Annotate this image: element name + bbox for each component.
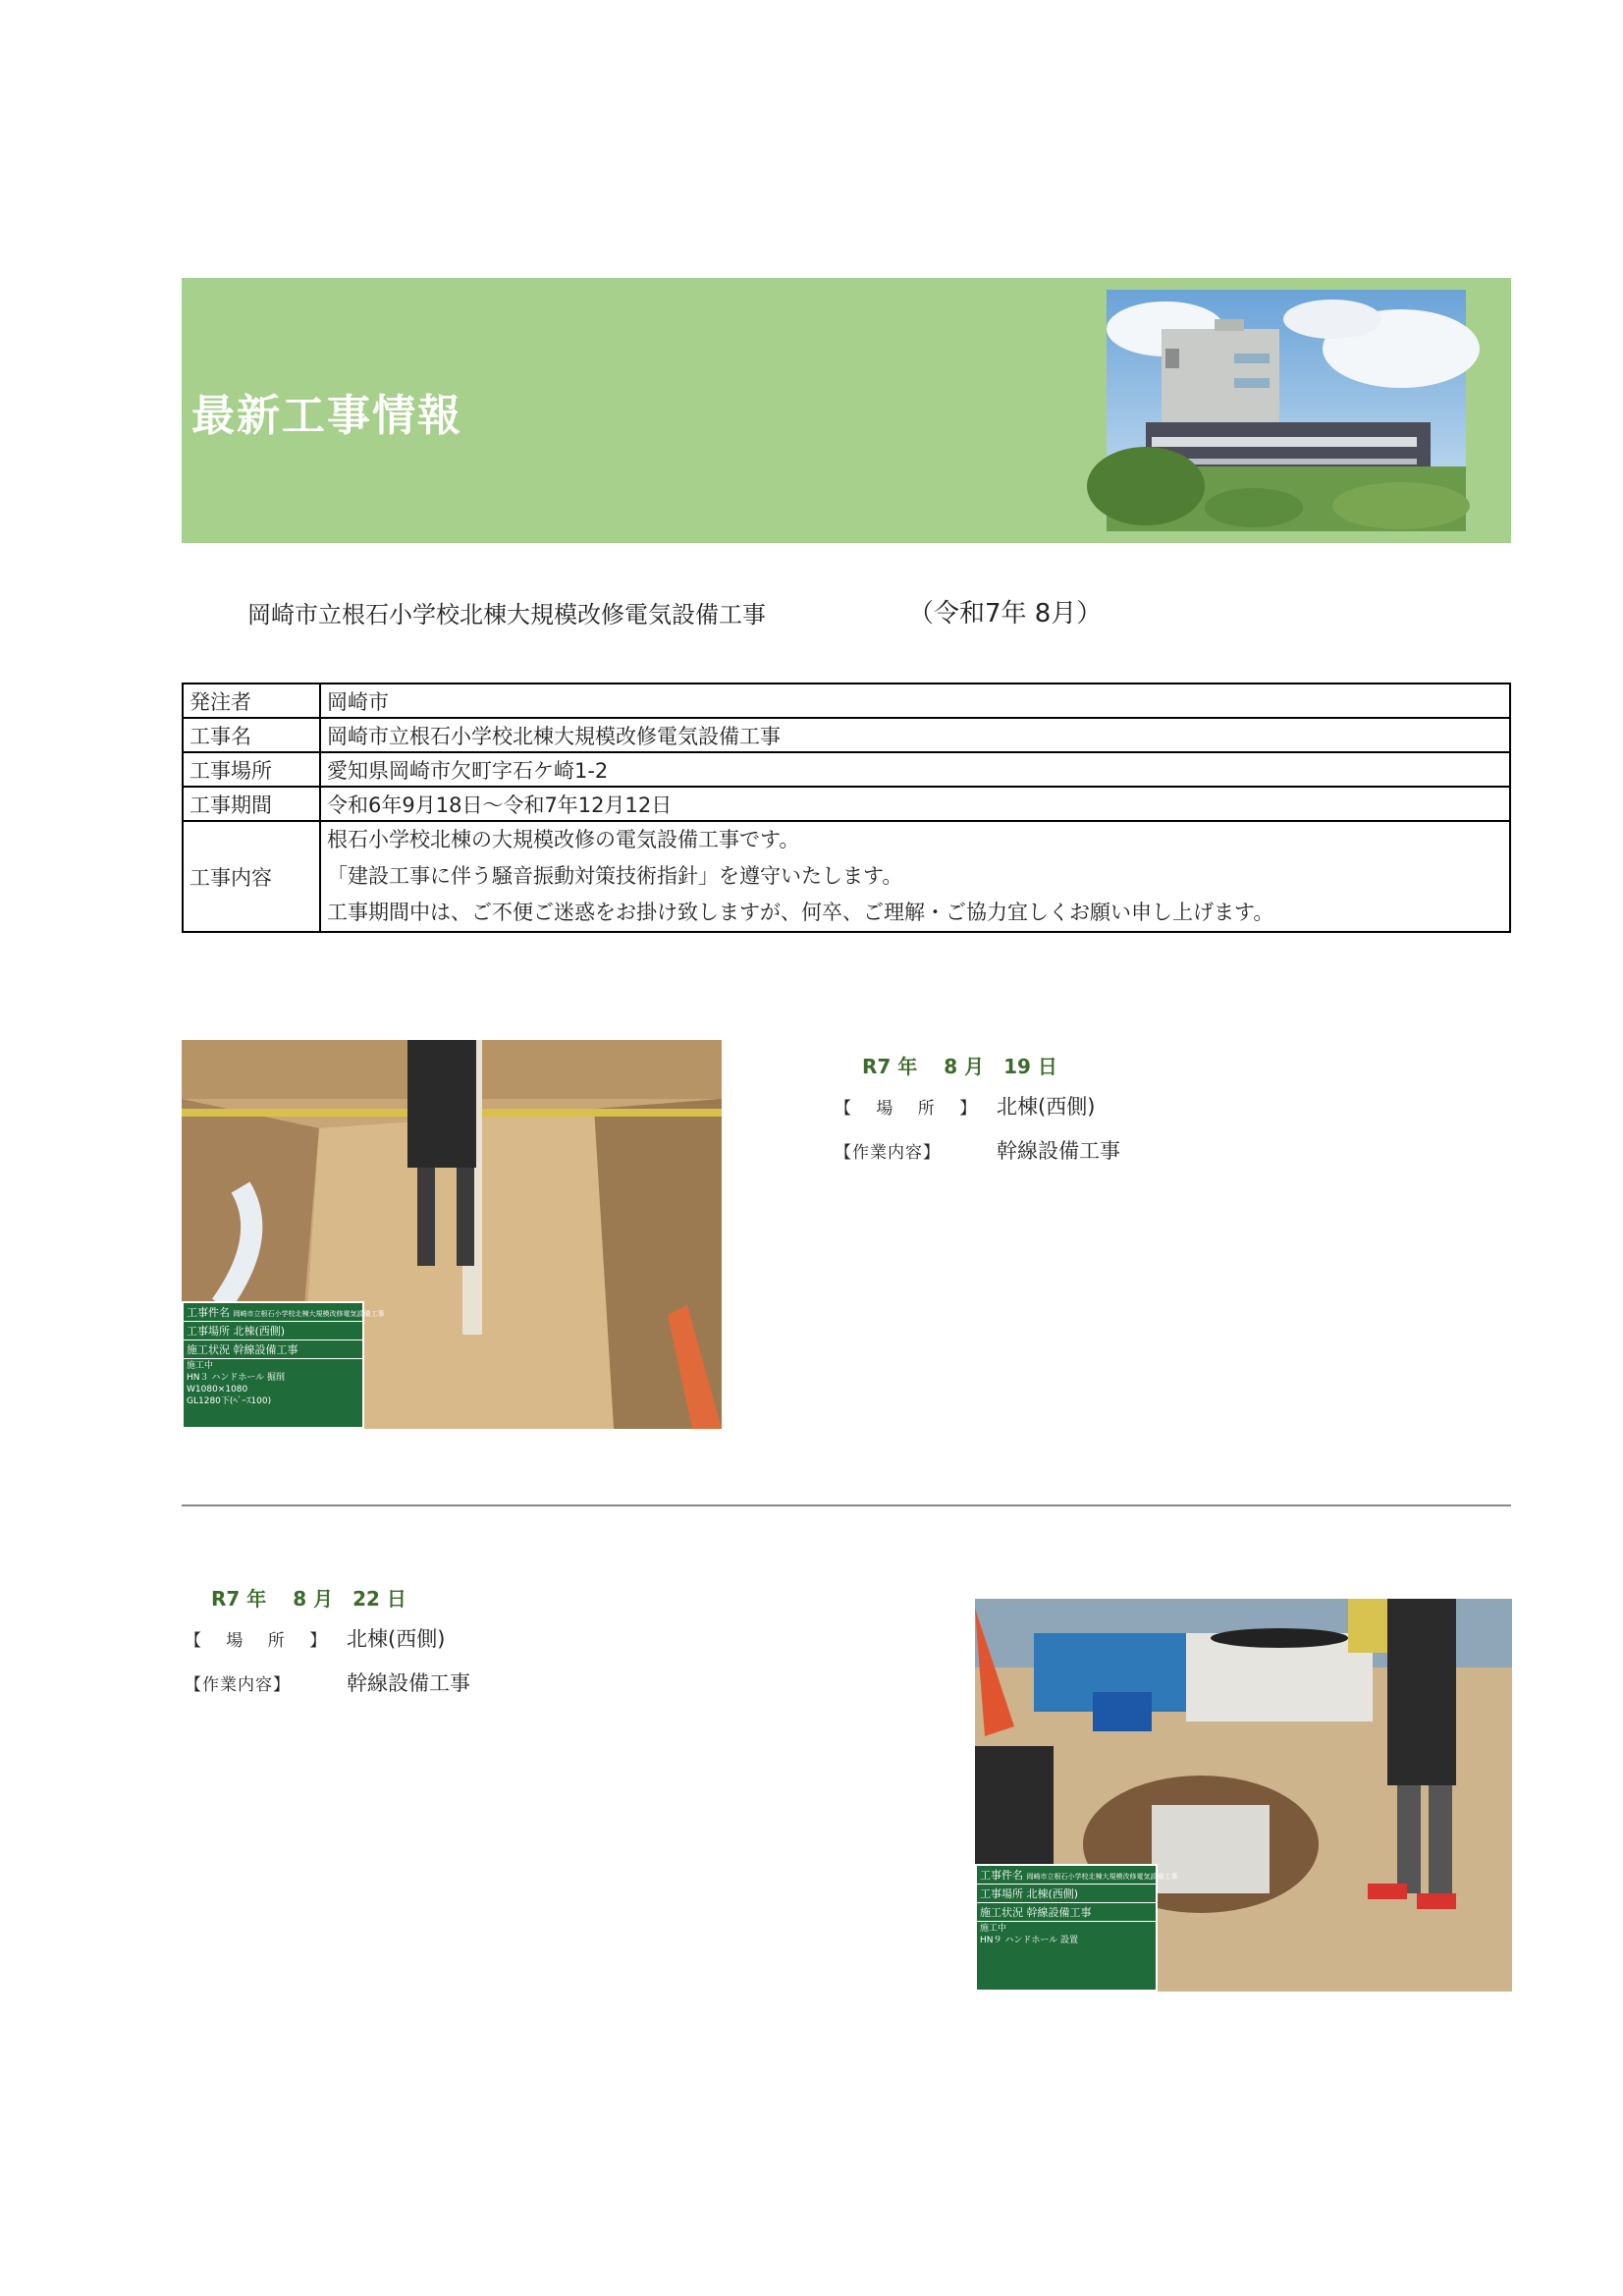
table-value: 岡崎市立根石小学校北棟大規模改修電気設備工事 <box>320 718 1510 752</box>
content-line: 「建設工事に伴う騒音振動対策技術指針」を遵守いたします。 <box>327 864 903 888</box>
project-subtitle: 岡崎市立根石小学校北棟大規模改修電気設備工事 <box>247 601 766 629</box>
table-key: 工事場所 <box>183 752 320 787</box>
work-value: 幹線設備工事 <box>997 1139 1120 1163</box>
place-label: 【 場 所 】 <box>185 1631 337 1651</box>
entry-work <box>185 1667 470 1697</box>
entry-place <box>185 1623 445 1653</box>
banner-title: 最新工事情報 <box>191 391 462 441</box>
board-value: 幹線設備工事 <box>1026 1906 1092 1919</box>
place-label: 【 場 所 】 <box>835 1099 987 1119</box>
entry-date: R7 年 8 月 22 日 <box>211 1587 406 1611</box>
entry-date: R7 年 8 月 19 日 <box>862 1055 1057 1078</box>
project-info-table <box>182 683 1511 933</box>
board-line: HN９ ハンドホール 設置 <box>980 1936 1079 1945</box>
construction-board <box>975 1864 1178 1992</box>
building-photo <box>1107 290 1466 531</box>
site-photo <box>975 1599 1512 1992</box>
board-key: 工事件名 <box>187 1306 230 1319</box>
board-key: 工事場所 <box>980 1887 1023 1900</box>
entry-place <box>835 1091 1095 1121</box>
board-line: 施工中 <box>980 1924 1007 1934</box>
table-key: 発注者 <box>183 683 320 718</box>
header-banner <box>182 278 1511 543</box>
board-value: 岡崎市立根石小学校北棟大規模改修電気設備工事 <box>233 1310 385 1318</box>
table-key: 工事名 <box>183 718 320 752</box>
board-line: HN３ ハンドホール 掘削 <box>187 1373 286 1383</box>
board-key: 施工状況 <box>980 1906 1023 1919</box>
site-photo <box>182 1040 722 1429</box>
table-row <box>183 718 1510 752</box>
work-label: 【作業内容】 <box>835 1143 941 1163</box>
board-key: 工事件名 <box>980 1869 1023 1882</box>
work-value: 幹線設備工事 <box>347 1671 470 1695</box>
construction-board <box>182 1301 385 1429</box>
entry-work <box>835 1135 1120 1165</box>
project-date: （令和7年 8月） <box>908 599 1103 629</box>
board-line: GL1280下(ﾍﾞｰｽ100) <box>187 1396 272 1406</box>
table-row <box>183 787 1510 821</box>
table-key: 工事期間 <box>183 787 320 821</box>
table-value: 愛知県岡崎市欠町字石ケ崎1-2 <box>320 752 1510 787</box>
content-line: 根石小学校北棟の大規模改修の電気設備工事です。 <box>327 828 800 851</box>
section-divider <box>182 1504 1511 1506</box>
board-value: 北棟(西側) <box>233 1325 286 1338</box>
table-value <box>320 821 1510 932</box>
content-line: 工事期間中は、ご不便ご迷惑をお掛け致しますが、何卒、ご理解・ご協力宜しくお願い申し上げます。 <box>327 901 1274 924</box>
board-key: 施工状況 <box>187 1343 230 1356</box>
table-key: 工事内容 <box>183 821 320 932</box>
place-value: 北棟(西側) <box>347 1627 446 1651</box>
table-row <box>183 752 1510 787</box>
board-key: 工事場所 <box>187 1325 230 1338</box>
board-value: 北棟(西側) <box>1026 1887 1079 1900</box>
work-label: 【作業内容】 <box>185 1675 291 1695</box>
board-value: 岡崎市立根石小学校北棟大規模改修電気設備工事 <box>1026 1873 1178 1881</box>
table-value: 令和6年9月18日～令和7年12月12日 <box>320 787 1510 821</box>
table-row <box>183 821 1510 932</box>
table-value: 岡崎市 <box>320 683 1510 718</box>
board-line: W1080×1080 <box>187 1385 248 1394</box>
table-row <box>183 683 1510 718</box>
board-value: 幹線設備工事 <box>233 1343 298 1356</box>
board-line: 施工中 <box>187 1361 214 1371</box>
place-value: 北棟(西側) <box>997 1095 1096 1119</box>
